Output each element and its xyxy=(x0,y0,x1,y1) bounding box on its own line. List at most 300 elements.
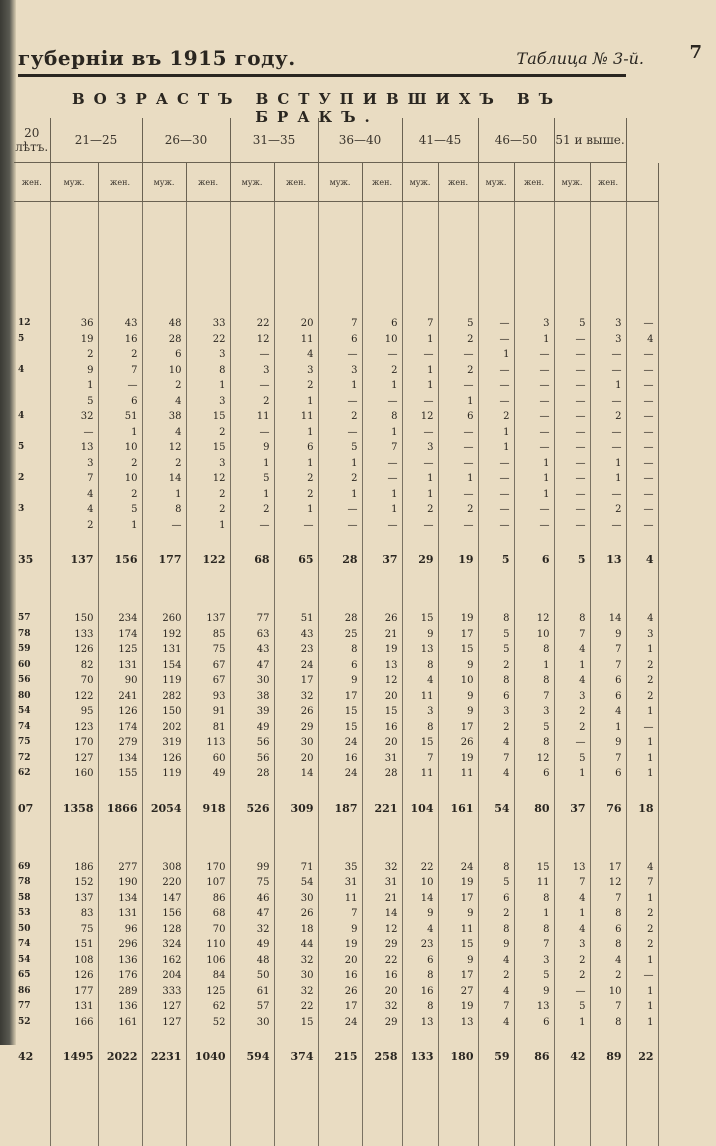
table-cell: 2 xyxy=(142,456,186,472)
table-cell: 57 xyxy=(14,611,50,627)
table-cell: 1 xyxy=(362,378,402,394)
table-cell: 80 xyxy=(514,798,554,820)
table-cell: — xyxy=(318,394,362,410)
table-cell: 8 xyxy=(478,673,514,689)
table-row xyxy=(14,922,658,938)
empty-cell xyxy=(142,820,186,860)
table-cell: 15 xyxy=(402,611,438,627)
table-cell: 12 xyxy=(402,409,438,425)
table-cell: 78 xyxy=(14,627,50,643)
table-cell: 20 xyxy=(362,735,402,751)
empty-cell xyxy=(438,236,478,276)
table-cell: — xyxy=(478,332,514,348)
table-cell: 2 xyxy=(186,502,230,518)
table-cell: 68 xyxy=(230,549,274,571)
table-cell: 2022 xyxy=(98,1046,142,1068)
empty-cell xyxy=(362,571,402,611)
table-cell: 50 xyxy=(14,922,50,938)
table-cell: — xyxy=(438,378,478,394)
table-cell: 75 xyxy=(186,642,230,658)
table-cell: — xyxy=(590,425,626,441)
table-cell: 1 xyxy=(478,440,514,456)
table-cell: 2 xyxy=(274,378,318,394)
empty-cell xyxy=(98,820,142,860)
table-cell: 2 xyxy=(626,673,658,689)
table-cell: 24 xyxy=(318,766,362,782)
table-cell: 4 xyxy=(14,363,50,379)
table-cell: 192 xyxy=(142,627,186,643)
empty-cell xyxy=(554,1068,590,1146)
table-cell: 43 xyxy=(98,316,142,332)
table-cell: 89 xyxy=(590,1046,626,1068)
table-cell: 4 xyxy=(478,766,514,782)
table-cell: 20 xyxy=(274,316,318,332)
table-cell: 9 xyxy=(50,363,98,379)
table-cell: 8 xyxy=(514,673,554,689)
table-cell: — xyxy=(626,502,658,518)
table-cell: 19 xyxy=(438,611,478,627)
empty-cell xyxy=(14,1068,50,1146)
table-cell: 3 xyxy=(186,347,230,363)
table-cell: 15 xyxy=(438,642,478,658)
table-cell: 1 xyxy=(362,425,402,441)
table-cell: 2 xyxy=(230,394,274,410)
table-cell: 2 xyxy=(318,471,362,487)
table-cell: 190 xyxy=(98,875,142,891)
empty-cell xyxy=(554,202,590,237)
empty-cell xyxy=(402,1030,438,1046)
table-cell: 25 xyxy=(318,627,362,643)
empty-cell xyxy=(230,202,274,237)
sex-header: жен. xyxy=(514,163,554,202)
table-cell: 289 xyxy=(98,984,142,1000)
table-cell: 1 xyxy=(402,363,438,379)
table-row xyxy=(14,751,658,767)
table-cell: 10 xyxy=(402,875,438,891)
table-cell: 16 xyxy=(362,720,402,736)
table-cell: 20 xyxy=(274,751,318,767)
empty-cell xyxy=(274,1030,318,1046)
empty-cell xyxy=(402,276,438,316)
empty-cell xyxy=(402,533,438,549)
table-row xyxy=(14,394,658,410)
empty-cell xyxy=(590,533,626,549)
table-cell: 17 xyxy=(590,860,626,876)
table-cell: 84 xyxy=(186,968,230,984)
empty-cell xyxy=(230,276,274,316)
table-cell: 131 xyxy=(142,642,186,658)
table-row xyxy=(14,347,658,363)
table-cell: 82 xyxy=(50,658,98,674)
table-cell: 180 xyxy=(438,1046,478,1068)
table-row xyxy=(14,409,658,425)
table-cell: 48 xyxy=(230,953,274,969)
table-cell: 2 xyxy=(478,720,514,736)
table-cell: 54 xyxy=(14,953,50,969)
table-row xyxy=(14,968,658,984)
table-cell: 1 xyxy=(590,456,626,472)
table-cell: 5 xyxy=(554,751,590,767)
table-row xyxy=(14,456,658,472)
table-cell: — xyxy=(478,394,514,410)
table-cell: 3 xyxy=(590,332,626,348)
empty-cell xyxy=(478,533,514,549)
table-cell: 125 xyxy=(98,642,142,658)
table-cell: 7 xyxy=(626,875,658,891)
table-cell: — xyxy=(626,378,658,394)
table-cell xyxy=(14,347,50,363)
table-cell: 134 xyxy=(98,751,142,767)
table-cell: 1 xyxy=(626,766,658,782)
empty-cell xyxy=(514,1068,554,1146)
table-cell: 151 xyxy=(50,937,98,953)
table-cell: — xyxy=(590,440,626,456)
marriage-age-table xyxy=(14,118,659,1146)
table-row xyxy=(14,611,658,627)
table-cell: 136 xyxy=(98,999,142,1015)
table-cell: 38 xyxy=(230,689,274,705)
table-cell: 47 xyxy=(230,906,274,922)
empty-cell xyxy=(514,820,554,860)
table-cell: 90 xyxy=(98,673,142,689)
table-cell: 7 xyxy=(318,906,362,922)
table-cell: 6 xyxy=(590,766,626,782)
total-row xyxy=(14,1046,658,1068)
table-row xyxy=(14,735,658,751)
table-cell: 2054 xyxy=(142,798,186,820)
table-cell: 29 xyxy=(402,549,438,571)
table-cell: — xyxy=(230,378,274,394)
empty-cell xyxy=(14,571,50,611)
empty-cell xyxy=(142,1068,186,1146)
table-row xyxy=(14,487,658,503)
table-cell: 77 xyxy=(230,611,274,627)
table-cell: 155 xyxy=(98,766,142,782)
empty-cell xyxy=(142,533,186,549)
table-cell: 63 xyxy=(230,627,274,643)
table-cell: — xyxy=(626,471,658,487)
empty-cell xyxy=(274,533,318,549)
empty-cell xyxy=(554,782,590,798)
age-group-header-row xyxy=(14,118,658,163)
table-cell: 119 xyxy=(142,766,186,782)
table-cell: 9 xyxy=(230,440,274,456)
table-cell: 147 xyxy=(142,891,186,907)
table-cell: 12 xyxy=(590,875,626,891)
table-cell: 24 xyxy=(438,860,478,876)
table-cell: 65 xyxy=(14,968,50,984)
table-cell: 13 xyxy=(402,642,438,658)
table-cell: 65 xyxy=(274,549,318,571)
table-cell: — xyxy=(402,456,438,472)
table-cell: 5 xyxy=(230,471,274,487)
table-cell: 7 xyxy=(514,689,554,705)
page-number: 7 xyxy=(689,42,702,63)
table-cell: 8 xyxy=(514,735,554,751)
table-cell: 131 xyxy=(98,658,142,674)
table-cell: 11 xyxy=(402,766,438,782)
table-cell: 71 xyxy=(274,860,318,876)
table-cell: 17 xyxy=(274,673,318,689)
table-cell: 91 xyxy=(186,704,230,720)
empty-cell xyxy=(362,1030,402,1046)
table-cell: — xyxy=(554,394,590,410)
empty-cell xyxy=(438,820,478,860)
table-cell: — xyxy=(626,968,658,984)
table-cell: 42 xyxy=(554,1046,590,1068)
spacer-row xyxy=(14,202,658,237)
table-cell: — xyxy=(478,456,514,472)
table-cell: 7 xyxy=(98,363,142,379)
table-cell: 11 xyxy=(402,689,438,705)
table-cell: 46 xyxy=(230,891,274,907)
table-row xyxy=(14,999,658,1015)
table-cell: — xyxy=(590,394,626,410)
table-cell: 1 xyxy=(478,425,514,441)
table-cell: 9 xyxy=(590,627,626,643)
sex-header: муж. xyxy=(50,163,98,202)
table-cell: 72 xyxy=(14,751,50,767)
table-cell: 9 xyxy=(438,953,478,969)
table-cell: — xyxy=(514,363,554,379)
table-cell: 2 xyxy=(14,471,50,487)
table-cell: 26 xyxy=(318,984,362,1000)
table-cell: 4 xyxy=(626,332,658,348)
table-cell: 918 xyxy=(186,798,230,820)
age-group-header: 21—25 xyxy=(50,118,142,163)
table-row xyxy=(14,363,658,379)
table-cell: 15 xyxy=(402,735,438,751)
table-cell: 33 xyxy=(186,316,230,332)
table-cell: 3 xyxy=(402,704,438,720)
age-group-header: 26—30 xyxy=(142,118,230,163)
table-cell: 7 xyxy=(362,440,402,456)
table-cell: 7 xyxy=(478,751,514,767)
table-cell: 4 xyxy=(554,891,590,907)
table-cell: — xyxy=(514,440,554,456)
table-cell: 23 xyxy=(274,642,318,658)
table-cell xyxy=(14,487,50,503)
table-cell: 4 xyxy=(478,1015,514,1031)
empty-cell xyxy=(514,202,554,237)
empty-cell xyxy=(402,782,438,798)
table-cell: 9 xyxy=(438,658,478,674)
table-cell: 2 xyxy=(50,347,98,363)
empty-cell xyxy=(438,533,478,549)
table-cell: 11 xyxy=(230,409,274,425)
table-cell: 49 xyxy=(186,766,230,782)
table-cell: 57 xyxy=(230,999,274,1015)
table-cell: 2 xyxy=(402,502,438,518)
empty-cell xyxy=(362,1068,402,1146)
table-cell: 3 xyxy=(554,689,590,705)
table-cell: 96 xyxy=(98,922,142,938)
table-cell: 7 xyxy=(590,999,626,1015)
table-cell: 2 xyxy=(554,953,590,969)
table-cell: — xyxy=(402,394,438,410)
table-row xyxy=(14,518,658,534)
table-cell: — xyxy=(230,518,274,534)
table-cell: 8 xyxy=(478,611,514,627)
table-cell: — xyxy=(590,487,626,503)
table-cell: — xyxy=(478,518,514,534)
table-cell: 5 xyxy=(478,875,514,891)
table-cell: 15 xyxy=(514,860,554,876)
table-cell: 70 xyxy=(186,922,230,938)
table-cell: 1 xyxy=(626,999,658,1015)
table-cell: 62 xyxy=(14,766,50,782)
sex-header: жен. xyxy=(590,163,626,202)
empty-cell xyxy=(318,1030,362,1046)
table-cell: 75 xyxy=(50,922,98,938)
empty-cell xyxy=(478,1030,514,1046)
table-cell: 4 xyxy=(590,704,626,720)
table-cell: 62 xyxy=(186,999,230,1015)
table-cell: — xyxy=(318,425,362,441)
age-group-header: 46—50 xyxy=(478,118,554,163)
table-cell: 07 xyxy=(14,798,50,820)
table-cell: 15 xyxy=(186,440,230,456)
table-cell: 119 xyxy=(142,673,186,689)
table-cell: 6 xyxy=(478,689,514,705)
table-cell: 1 xyxy=(554,766,590,782)
table-cell xyxy=(14,378,50,394)
table-cell: 3 xyxy=(14,502,50,518)
sex-header: муж. xyxy=(478,163,514,202)
table-cell: — xyxy=(626,518,658,534)
table-cell: 10 xyxy=(98,471,142,487)
table-cell: 1495 xyxy=(50,1046,98,1068)
table-cell: 10 xyxy=(438,673,478,689)
table-cell: 1 xyxy=(590,720,626,736)
table-row xyxy=(14,1015,658,1031)
sex-header: муж. xyxy=(318,163,362,202)
empty-cell xyxy=(142,1030,186,1046)
table-cell: 1 xyxy=(626,704,658,720)
table-cell: 13 xyxy=(402,1015,438,1031)
table-cell: 1040 xyxy=(186,1046,230,1068)
table-row xyxy=(14,642,658,658)
empty-cell xyxy=(318,1068,362,1146)
table-cell: 20 xyxy=(362,984,402,1000)
table-cell: 2 xyxy=(478,906,514,922)
empty-cell xyxy=(230,533,274,549)
table-row xyxy=(14,332,658,348)
total-row xyxy=(14,549,658,571)
table-cell: 7 xyxy=(402,751,438,767)
table-cell: 324 xyxy=(142,937,186,953)
table-cell: 156 xyxy=(98,549,142,571)
table-cell: — xyxy=(318,502,362,518)
table-cell: — xyxy=(362,471,402,487)
empty-cell xyxy=(318,202,362,237)
table-cell: — xyxy=(514,502,554,518)
table-cell: — xyxy=(514,518,554,534)
table-cell: 60 xyxy=(186,751,230,767)
table-cell: 37 xyxy=(554,798,590,820)
table-row xyxy=(14,860,658,876)
table-cell: 2 xyxy=(274,487,318,503)
table-cell: 54 xyxy=(274,875,318,891)
table-row xyxy=(14,984,658,1000)
table-cell: 2 xyxy=(626,658,658,674)
table-cell: 1 xyxy=(98,518,142,534)
table-row xyxy=(14,673,658,689)
table-cell: 1 xyxy=(514,471,554,487)
table-cell: 125 xyxy=(186,984,230,1000)
table-cell: 2 xyxy=(478,658,514,674)
table-cell: 16 xyxy=(318,968,362,984)
table-cell: 187 xyxy=(318,798,362,820)
empty-cell xyxy=(186,276,230,316)
table-cell: — xyxy=(626,456,658,472)
table-cell: 29 xyxy=(274,720,318,736)
table-cell: 83 xyxy=(50,906,98,922)
table-cell: 68 xyxy=(186,906,230,922)
sex-header: муж. xyxy=(554,163,590,202)
empty-cell xyxy=(554,571,590,611)
empty-cell xyxy=(478,820,514,860)
empty-cell xyxy=(590,1030,626,1046)
table-cell: — xyxy=(626,394,658,410)
table-cell: 277 xyxy=(98,860,142,876)
empty-cell xyxy=(186,533,230,549)
empty-cell xyxy=(402,202,438,237)
table-cell: 594 xyxy=(230,1046,274,1068)
empty-cell xyxy=(590,1068,626,1146)
table-cell: 3 xyxy=(186,394,230,410)
table-cell: 1 xyxy=(626,1015,658,1031)
table-cell: — xyxy=(554,332,590,348)
table-cell: 7 xyxy=(514,937,554,953)
table-cell: 2 xyxy=(554,720,590,736)
table-cell: 52 xyxy=(14,1015,50,1031)
table-cell: 19 xyxy=(50,332,98,348)
table-cell: 9 xyxy=(318,673,362,689)
table-cell: 4 xyxy=(402,922,438,938)
empty-cell xyxy=(14,533,50,549)
table-cell: 8 xyxy=(402,658,438,674)
empty-cell xyxy=(402,571,438,611)
table-cell: 1 xyxy=(186,378,230,394)
table-cell: 10 xyxy=(514,627,554,643)
spacer-row xyxy=(14,782,658,798)
table-cell: 6 xyxy=(590,922,626,938)
table-cell: 39 xyxy=(230,704,274,720)
header-rule xyxy=(18,74,626,77)
table-cell: — xyxy=(626,347,658,363)
sex-header xyxy=(626,163,658,202)
table-cell: 56 xyxy=(14,673,50,689)
table-cell: 4 xyxy=(626,860,658,876)
table-cell: 2 xyxy=(554,704,590,720)
table-cell: 16 xyxy=(98,332,142,348)
table-cell: 12 xyxy=(362,922,402,938)
table-cell: 26 xyxy=(274,704,318,720)
table-cell: 1 xyxy=(554,658,590,674)
table-cell: — xyxy=(626,440,658,456)
table-cell: 8 xyxy=(362,409,402,425)
empty-cell xyxy=(318,276,362,316)
table-row xyxy=(14,937,658,953)
empty-cell xyxy=(274,202,318,237)
table-cell: 74 xyxy=(14,937,50,953)
table-cell: 11 xyxy=(274,409,318,425)
table-cell: 1866 xyxy=(98,798,142,820)
table-row xyxy=(14,440,658,456)
table-row xyxy=(14,627,658,643)
table-cell: 279 xyxy=(98,735,142,751)
